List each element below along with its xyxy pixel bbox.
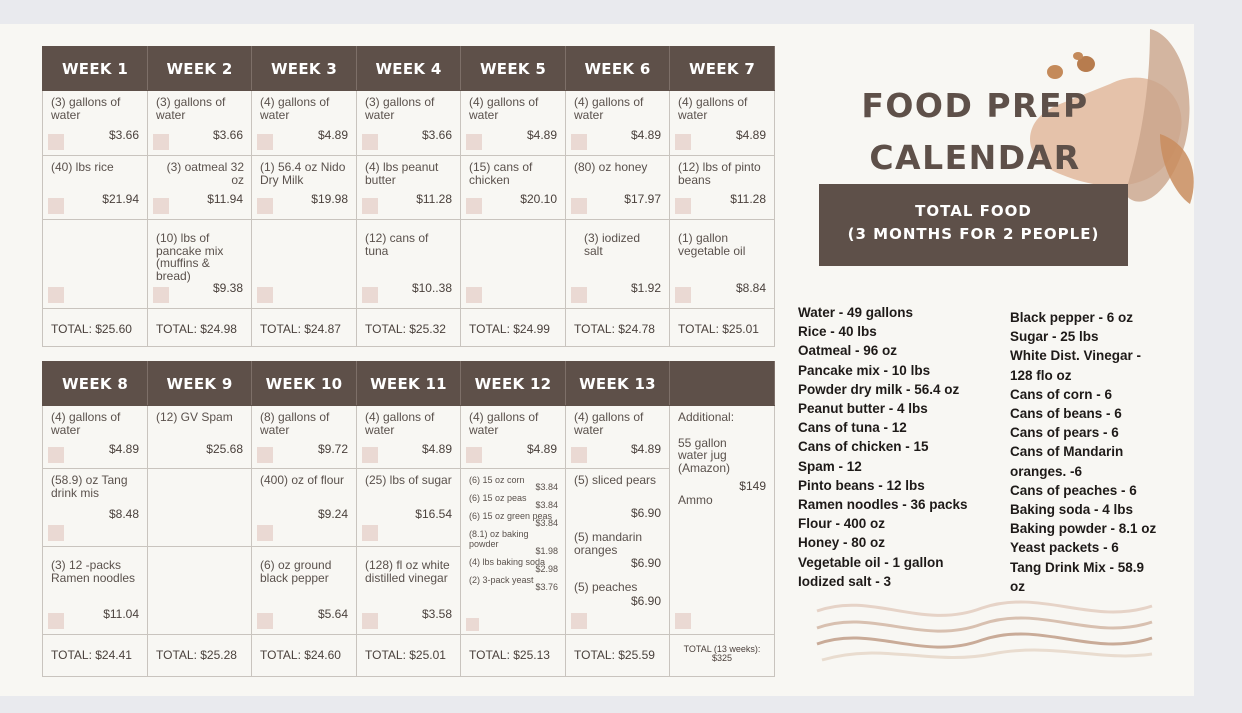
checkbox[interactable] bbox=[48, 134, 64, 150]
week10-row1: (8) gallons of water $9.72 bbox=[252, 406, 357, 469]
week12-item: (6) 15 oz corn $3.84 bbox=[469, 475, 558, 492]
week7-total: TOTAL: $25.01 bbox=[670, 309, 775, 347]
additional-item-ammo: Ammo bbox=[678, 493, 713, 507]
week4-row1: (3) gallons of water $3.66 bbox=[357, 91, 461, 156]
week9-row2 bbox=[148, 469, 252, 547]
week13-items-cell: (5) sliced pears $6.90 (5) mandarin oranges $6.90 (5) peaches $6.90 bbox=[566, 469, 670, 635]
week12-item: (6) 15 oz green peas $3.84 bbox=[469, 511, 558, 528]
page-title: FOOD PREP CALENDAR bbox=[861, 86, 1089, 177]
total-food-item: Sugar - 25 lbs bbox=[1010, 329, 1099, 345]
week12-total: TOTAL: $25.13 bbox=[461, 635, 566, 677]
week11-row3: (128) fl oz white distilled vinegar $3.58 bbox=[357, 547, 461, 635]
week4-row2: (4) lbs peanut butter $11.28 bbox=[357, 156, 461, 220]
week1-row1: (3) gallons of water $3.66 bbox=[43, 91, 148, 156]
total-food-item: Cans of tuna - 12 bbox=[798, 420, 907, 436]
total-food-item: White Dist. Vinegar - bbox=[1010, 348, 1142, 364]
week5-row3 bbox=[461, 220, 566, 309]
week5-row1: (4) gallons of water $4.89 bbox=[461, 91, 566, 156]
week-header: WEEK 11 bbox=[357, 362, 461, 406]
week3-total: TOTAL: $24.87 bbox=[252, 309, 357, 347]
week11-row2: (25) lbs of sugar $16.54 bbox=[357, 469, 461, 547]
total-food-item: Pinto beans - 12 lbs bbox=[798, 477, 925, 493]
checkbox[interactable] bbox=[48, 525, 64, 541]
total-food-item: 128 flo oz bbox=[1010, 367, 1072, 383]
week11-row1: (4) gallons of water $4.89 bbox=[357, 406, 461, 469]
week12-item: (6) 15 oz peas $3.84 bbox=[469, 493, 558, 510]
checkbox[interactable] bbox=[48, 287, 64, 303]
week10-total: TOTAL: $24.60 bbox=[252, 635, 357, 677]
calendar-table-weeks-1-7 bbox=[42, 46, 775, 347]
total-food-item: Cans of beans - 6 bbox=[1010, 406, 1122, 422]
checkbox[interactable] bbox=[571, 447, 587, 463]
week8-total: TOTAL: $24.41 bbox=[43, 635, 148, 677]
checkbox[interactable] bbox=[466, 134, 482, 150]
checkbox[interactable] bbox=[257, 447, 273, 463]
week13-total: TOTAL: $25.59 bbox=[566, 635, 670, 677]
week-header: WEEK 6 bbox=[566, 47, 670, 91]
additional-cell bbox=[670, 406, 775, 635]
total-food-item: Cans of chicken - 15 bbox=[798, 439, 929, 455]
checkbox[interactable] bbox=[153, 134, 169, 150]
week6-row1: (4) gallons of water $4.89 bbox=[566, 91, 670, 156]
total-food-item: Ramen noodles - 36 packs bbox=[798, 497, 968, 513]
week12-items-cell bbox=[461, 469, 566, 635]
week-header: WEEK 5 bbox=[461, 47, 566, 91]
week8-row1: (4) gallons of water $4.89 bbox=[43, 406, 148, 469]
total-food-item: Vegetable oil - 1 gallon bbox=[798, 554, 944, 570]
checkbox[interactable] bbox=[466, 287, 482, 303]
checkbox[interactable] bbox=[362, 613, 378, 629]
checkbox[interactable] bbox=[571, 287, 587, 303]
checkbox[interactable] bbox=[257, 134, 273, 150]
total-food-item: Cans of Mandarin bbox=[1010, 444, 1124, 460]
total-food-item: Rice - 40 lbs bbox=[798, 324, 877, 340]
week10-row2: (400) oz of flour $9.24 bbox=[252, 469, 357, 547]
checkbox[interactable] bbox=[675, 198, 691, 214]
week9-total: TOTAL: $25.28 bbox=[148, 635, 252, 677]
week7-row2: (12) lbs of pinto beans $11.28 bbox=[670, 156, 775, 220]
checkbox[interactable] bbox=[675, 134, 691, 150]
checkbox[interactable] bbox=[675, 613, 691, 629]
grand-total: TOTAL (13 weeks): $325 bbox=[670, 635, 775, 677]
calendar-table-weeks-8-13 bbox=[42, 361, 775, 677]
total-food-item: Iodized salt - 3 bbox=[798, 573, 892, 589]
total-food-item: Tang Drink Mix - 58.9 bbox=[1010, 559, 1145, 575]
week12-item: (8.1) oz baking powder $1.98 bbox=[469, 529, 558, 556]
week12-row1: (4) gallons of water $4.89 bbox=[461, 406, 566, 469]
week-header: WEEK 4 bbox=[357, 47, 461, 91]
week-header: WEEK 9 bbox=[148, 362, 252, 406]
checkbox[interactable] bbox=[362, 287, 378, 303]
week2-row3: (10) lbs of pancake mix (muffins & bread) $9.38 bbox=[148, 220, 252, 309]
checkbox[interactable] bbox=[466, 447, 482, 463]
week-header: WEEK 3 bbox=[252, 47, 357, 91]
calendar-page bbox=[0, 24, 1194, 696]
week6-total: TOTAL: $24.78 bbox=[566, 309, 670, 347]
total-food-item: Baking powder - 8.1 oz bbox=[1010, 521, 1157, 537]
week3-row2: (1) 56.4 oz Nido Dry Milk $19.98 bbox=[252, 156, 357, 220]
week8-row2: (58.9) oz Tang drink mis $8.48 bbox=[43, 469, 148, 547]
checkbox[interactable] bbox=[48, 198, 64, 214]
wave-decoration bbox=[812, 596, 1162, 666]
week9-row3 bbox=[148, 547, 252, 635]
additional-item-water-jug: 55 gallon water jug (Amazon) bbox=[678, 435, 731, 475]
total-food-item: Cans of pears - 6 bbox=[1010, 425, 1119, 441]
checkbox[interactable] bbox=[362, 198, 378, 214]
checkbox[interactable] bbox=[257, 287, 273, 303]
total-food-item: Peanut butter - 4 lbs bbox=[798, 401, 928, 417]
week7-row3: (1) gallon vegetable oil $8.84 bbox=[670, 220, 775, 309]
week1-row3 bbox=[43, 220, 148, 309]
checkbox[interactable] bbox=[153, 198, 169, 214]
checkbox[interactable] bbox=[571, 613, 587, 629]
week8-row3: (3) 12 -packs Ramen noodles $11.04 bbox=[43, 547, 148, 635]
week5-total: TOTAL: $24.99 bbox=[461, 309, 566, 347]
checkbox[interactable] bbox=[362, 447, 378, 463]
checkbox[interactable] bbox=[362, 134, 378, 150]
total-food-item: Yeast packets - 6 bbox=[1010, 540, 1119, 556]
week6-row2: (80) oz honey $17.97 bbox=[566, 156, 670, 220]
week4-row3: (12) cans of tuna $10..38 bbox=[357, 220, 461, 309]
week11-total: TOTAL: $25.01 bbox=[357, 635, 461, 677]
week13-row1: (4) gallons of water $4.89 bbox=[566, 406, 670, 469]
week10-row3: (6) oz ground black pepper $5.64 bbox=[252, 547, 357, 635]
week6-row3: (3) iodized salt $1.92 bbox=[566, 220, 670, 309]
week7-row1: (4) gallons of water $4.89 bbox=[670, 91, 775, 156]
total-food-item: oranges. -6 bbox=[1010, 463, 1083, 479]
checkbox[interactable] bbox=[48, 447, 64, 463]
additional-price-water-jug: $149 bbox=[739, 479, 766, 493]
total-food-item: oz bbox=[1010, 578, 1025, 594]
week2-row2: (3) oatmeal 32 oz $11.94 bbox=[148, 156, 252, 220]
week2-total: TOTAL: $24.98 bbox=[148, 309, 252, 347]
checkbox[interactable] bbox=[48, 613, 64, 629]
total-food-item: Pancake mix - 10 lbs bbox=[798, 362, 931, 378]
checkbox[interactable] bbox=[257, 198, 273, 214]
total-food-item: Baking soda - 4 lbs bbox=[1010, 502, 1134, 518]
checkbox[interactable] bbox=[571, 134, 587, 150]
week9-row1: (12) GV Spam $25.68 bbox=[148, 406, 252, 469]
week-header: WEEK 1 bbox=[43, 47, 148, 91]
total-food-item: Honey - 80 oz bbox=[798, 535, 886, 551]
week-header bbox=[670, 362, 775, 406]
week5-row2: (15) cans of chicken $20.10 bbox=[461, 156, 566, 220]
total-food-item: Spam - 12 bbox=[798, 458, 862, 474]
week3-row3 bbox=[252, 220, 357, 309]
total-food-item: Cans of peaches - 6 bbox=[1010, 482, 1137, 498]
week-header: WEEK 7 bbox=[670, 47, 775, 91]
week-header: WEEK 10 bbox=[252, 362, 357, 406]
total-food-item: Black pepper - 6 oz bbox=[1010, 310, 1134, 325]
week-header: WEEK 13 bbox=[566, 362, 670, 406]
total-food-item: Oatmeal - 96 oz bbox=[798, 343, 898, 359]
checkbox[interactable] bbox=[466, 618, 479, 631]
week-header: WEEK 2 bbox=[148, 47, 252, 91]
checkbox[interactable] bbox=[675, 287, 691, 303]
week-header: WEEK 12 bbox=[461, 362, 566, 406]
checkbox[interactable] bbox=[466, 198, 482, 214]
total-food-item: Powder dry milk - 56.4 oz bbox=[798, 381, 960, 397]
week1-total: TOTAL: $25.60 bbox=[43, 309, 148, 347]
week3-row1: (4) gallons of water $4.89 bbox=[252, 91, 357, 156]
total-food-item: Water - 49 gallons bbox=[798, 305, 914, 320]
total-food-item: Cans of corn - 6 bbox=[1010, 386, 1113, 402]
additional-label: Additional: bbox=[678, 410, 735, 424]
total-food-item: Flour - 400 oz bbox=[798, 516, 886, 532]
checkbox[interactable] bbox=[257, 613, 273, 629]
week12-item: (4) lbs baking soda $2.98 bbox=[469, 557, 558, 574]
week-header: WEEK 8 bbox=[43, 362, 148, 406]
week4-total: TOTAL: $25.32 bbox=[357, 309, 461, 347]
total-food-banner: TOTAL FOOD (3 MONTHS FOR 2 PEOPLE) bbox=[819, 184, 1128, 266]
total-food-list-left bbox=[798, 303, 968, 591]
week2-row1: (3) gallons of water $3.66 bbox=[148, 91, 252, 156]
checkbox[interactable] bbox=[257, 525, 273, 541]
checkbox[interactable] bbox=[362, 525, 378, 541]
week12-item: (2) 3-pack yeast $3.76 bbox=[469, 575, 558, 592]
week1-row2: (40) lbs rice $21.94 bbox=[43, 156, 148, 220]
checkbox[interactable] bbox=[571, 198, 587, 214]
total-food-list-right bbox=[1010, 308, 1156, 596]
checkbox[interactable] bbox=[153, 287, 169, 303]
